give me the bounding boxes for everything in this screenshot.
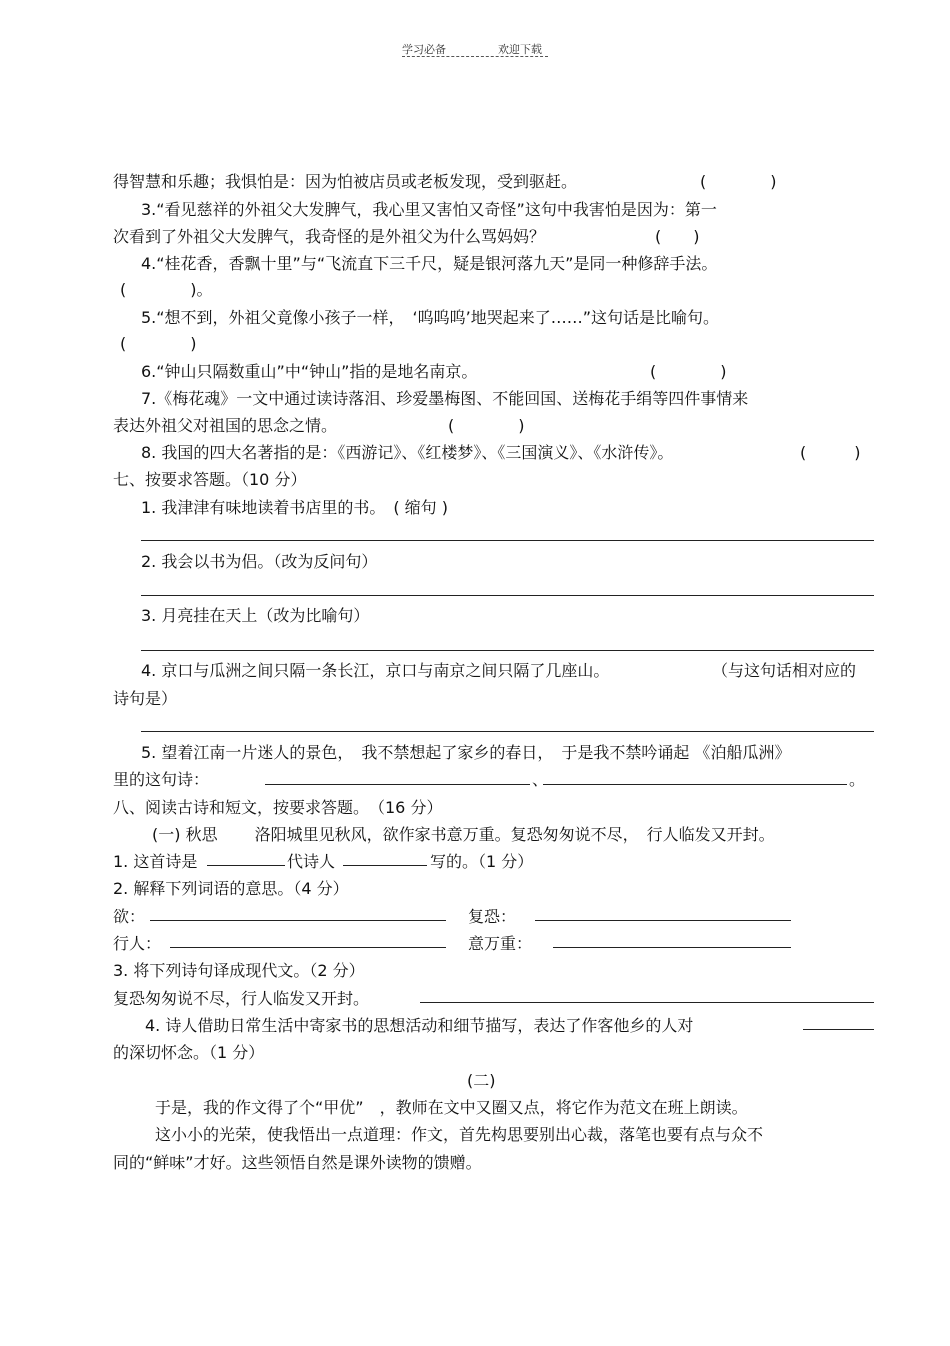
header-divider xyxy=(402,56,548,57)
rewrite-5-end: 。 xyxy=(849,770,866,789)
rewrite-4-note: （与这句话相对应的 xyxy=(712,661,857,680)
question-4: 4.“桂花香，香飘十里”与“飞流直下三千尺，疑是银河落九天”是同一种修辞手法。 xyxy=(141,254,718,273)
answer-line-word-fukong[interactable] xyxy=(535,920,791,921)
answer-paren-8: ( ) xyxy=(800,443,861,462)
rewrite-5-sep: 、 xyxy=(532,770,549,789)
rewrite-1: 1. 我津津有味地读着书店里的书。 ( 缩句 ) xyxy=(141,498,449,517)
answer-line-dynasty[interactable] xyxy=(207,865,285,866)
question-3: 3.“看见慈祥的外祖父大发脾气，我心里又害怕又奇怪”这句中我害怕是因为：第一 xyxy=(141,200,717,219)
item-2: 2. 解释下列词语的意思。（4 分） xyxy=(113,879,349,898)
section-2-heading: (二) xyxy=(467,1071,496,1090)
paragraph-1: 于是，我的作文得了个“甲优” ，教师在文中又圈又点，将它作为范文在班上朗读。 xyxy=(155,1098,748,1117)
item-1-part-b: 代诗人 xyxy=(287,852,336,871)
answer-line-poet[interactable] xyxy=(343,865,427,866)
word-yu: 欲： xyxy=(113,907,146,926)
answer-line-word-yiwanzhong[interactable] xyxy=(553,947,791,948)
answer-line-item-4[interactable] xyxy=(803,1029,874,1030)
question-3-cont: 次看到了外祖父大发脾气，我奇怪的是外祖父为什么骂妈妈？ xyxy=(113,227,546,246)
answer-paren-4: ( )。 xyxy=(120,280,213,299)
question-5: 5.“想不到，外祖父竟像小孩子一样， ‘呜呜呜’地哭起来了……”这句话是比喻句。 xyxy=(141,308,720,327)
answer-paren-6: ( ) xyxy=(650,362,727,381)
answer-paren-5: ( ) xyxy=(120,334,197,353)
question-7: 7.《梅花魂》一文中通过读诗落泪、珍爱墨梅图、不能回国、送梅花手绢等四件事情来 xyxy=(141,389,749,408)
answer-line-translation[interactable] xyxy=(420,1002,874,1003)
answer-line-rewrite-1[interactable] xyxy=(141,540,874,541)
rewrite-4-cont: 诗句是） xyxy=(113,689,178,708)
answer-line-word-yu[interactable] xyxy=(150,920,446,921)
item-3: 3. 将下列诗句译成现代文。（2 分） xyxy=(113,961,365,980)
section-7-title: 七、按要求答题。（10 分） xyxy=(113,470,307,489)
word-fukong: 复恐： xyxy=(468,907,517,926)
word-xingren: 行人： xyxy=(113,934,162,953)
item-1-part-c: 写的。（1 分） xyxy=(430,852,534,871)
answer-line-rewrite-2[interactable] xyxy=(141,595,874,596)
answer-line-rewrite-3[interactable] xyxy=(141,650,874,651)
item-4: 4. 诗人借助日常生活中寄家书的思想活动和细节描写，表达了作客他乡的人对 xyxy=(145,1016,694,1035)
poem-text: (一) 秋思 洛阳城里见秋风，欲作家书意万重。复恐匆匆说不尽， 行人临发又开封。 xyxy=(152,825,775,844)
header-left: 学习必备 xyxy=(402,43,446,56)
answer-line-rewrite-5b[interactable] xyxy=(543,784,847,785)
header-right: 欢迎下载 xyxy=(498,43,542,56)
item-1-part-a: 1. 这首诗是 xyxy=(113,852,198,871)
rewrite-3: 3. 月亮挂在天上（改为比喻句） xyxy=(141,606,370,625)
line-1: 得智慧和乐趣；我惧怕是：因为怕被店员或老板发现，受到驱赶。 xyxy=(113,172,578,191)
paragraph-2-cont: 同的“鲜味”才好。这些领悟自然是课外读物的馈赠。 xyxy=(113,1153,482,1172)
answer-line-word-xingren[interactable] xyxy=(170,947,446,948)
word-yiwanzhong: 意万重： xyxy=(468,934,533,953)
answer-paren-2: ( ) xyxy=(700,172,777,191)
item-3-verse: 复恐匆匆说不尽，行人临发又开封。 xyxy=(113,989,370,1008)
paragraph-2: 这小小的光荣，使我悟出一点道理：作文，首先构思要别出心裁，落笔也要有点与众不 xyxy=(155,1125,764,1144)
question-6: 6.“钟山只隔数重山”中“钟山”指的是地名南京。 xyxy=(141,362,478,381)
rewrite-5-cont: 里的这句诗： xyxy=(113,770,210,789)
answer-paren-3: ( ) xyxy=(655,227,700,246)
rewrite-2: 2. 我会以书为侣。（改为反问句） xyxy=(141,552,378,571)
answer-paren-7: ( ) xyxy=(448,416,525,435)
question-7-cont: 表达外祖父对祖国的思念之情。 xyxy=(113,416,338,435)
item-4-cont: 的深切怀念。（1 分） xyxy=(113,1043,265,1062)
rewrite-4: 4. 京口与瓜洲之间只隔一条长江，京口与南京之间只隔了几座山。 xyxy=(141,661,610,680)
question-8: 8. 我国的四大名著指的是：《西游记》、《红楼梦》、《三国演义》、《水浒传》。 xyxy=(141,443,674,462)
section-8-title: 八、阅读古诗和短文，按要求答题。 （16 分） xyxy=(113,798,443,817)
answer-line-rewrite-5a[interactable] xyxy=(265,784,530,785)
rewrite-5: 5. 望着江南一片迷人的景色， 我不禁想起了家乡的春日， 于是我不禁吟诵起 《泊船瓜洲》 xyxy=(141,743,791,762)
answer-line-rewrite-4[interactable] xyxy=(141,731,874,732)
